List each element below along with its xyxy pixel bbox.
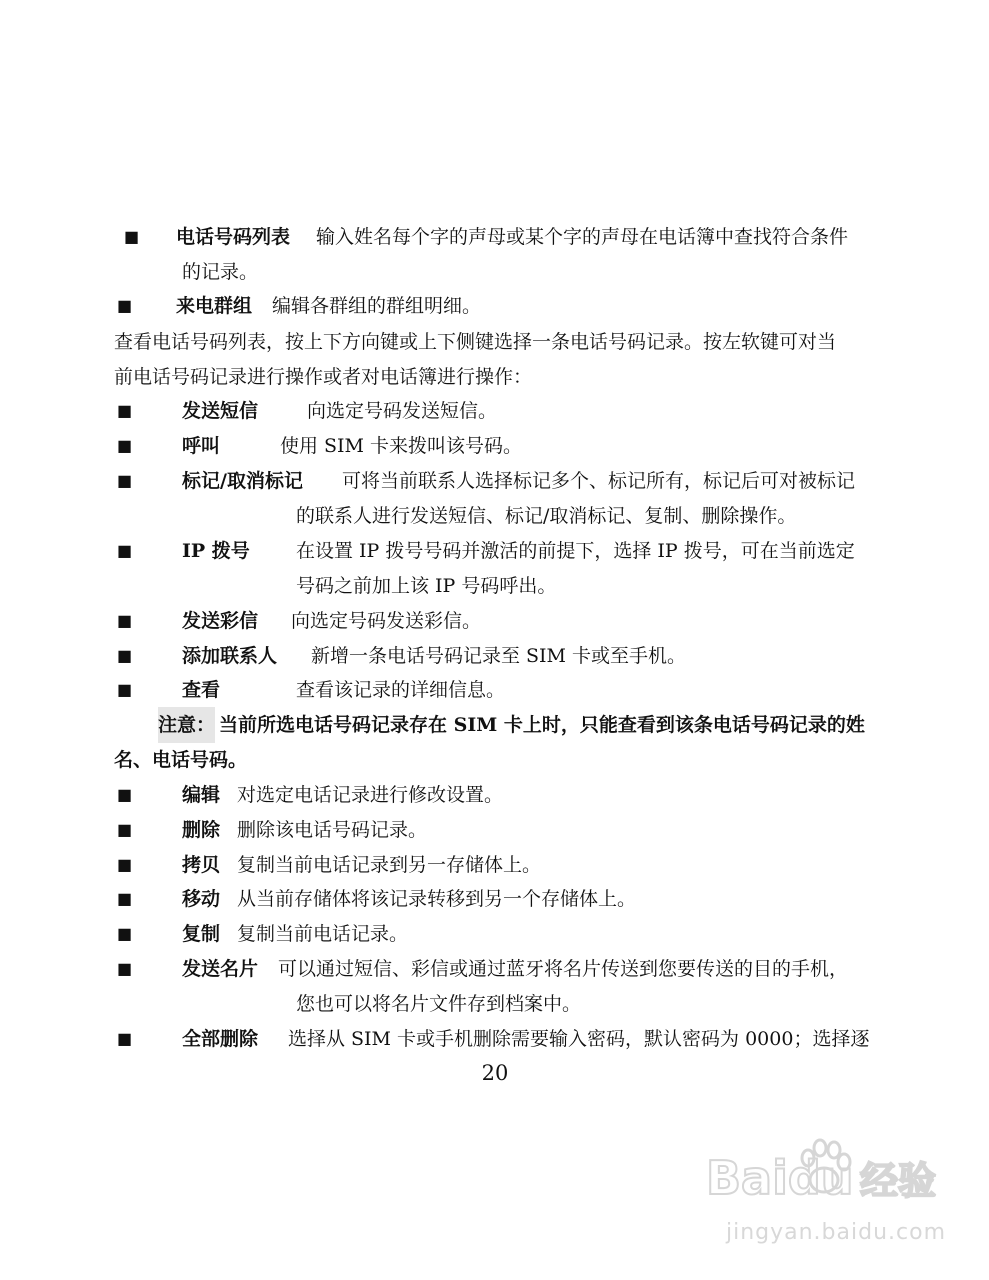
item-term: 复制: [182, 923, 221, 945]
item-term: 添加联系人: [182, 645, 278, 667]
note-line: [0, 742, 989, 778]
list-item: [0, 777, 989, 813]
bullet-icon: ■: [117, 646, 133, 665]
baidu-jingyan-watermark: [700, 1120, 960, 1260]
list-item: [0, 951, 989, 987]
item-desc: 使用 SIM 卡来拨叫该号码。: [280, 435, 523, 457]
item-desc-cont: 的记录。: [182, 261, 259, 283]
bullet-icon: ■: [117, 855, 133, 874]
bullet-icon: ■: [117, 471, 133, 490]
item-desc: 向选定号码发送彩信。: [291, 610, 482, 632]
item-term: 呼叫: [182, 435, 221, 457]
list-item: [0, 603, 989, 639]
list-item: [0, 393, 989, 429]
bullet-icon: ■: [117, 889, 133, 908]
list-item-continuation: [0, 254, 989, 290]
item-term: 发送名片: [182, 958, 259, 980]
bullet-icon: ■: [117, 959, 133, 978]
paragraph-text: 查看电话号码列表，按上下方向键或上下侧键选择一条电话号码记录。按左软键可对当: [114, 331, 837, 353]
item-term: 标记/取消标记: [182, 470, 303, 492]
paragraph-line: [0, 359, 989, 395]
list-item: [0, 812, 989, 848]
baidu-paw-logo-icon: [700, 1120, 960, 1220]
item-term: 移动: [182, 888, 221, 910]
item-desc: 可以通过短信、彩信或通过蓝牙将名片传送到您要传送的目的手机，: [278, 958, 849, 980]
item-desc: 复制当前电话记录。: [237, 923, 409, 945]
item-desc: 复制当前电话记录到另一存储体上。: [237, 854, 542, 876]
item-desc: 删除该电话号码记录。: [237, 819, 428, 841]
list-item: [0, 463, 989, 499]
item-term: 删除: [182, 819, 221, 841]
list-item: [0, 428, 989, 464]
bullet-icon: ■: [117, 541, 133, 560]
list-item: [0, 1021, 989, 1057]
note-line: [0, 707, 989, 743]
item-term: 来电群组: [176, 295, 253, 317]
list-item-continuation: [0, 568, 989, 604]
list-item: [0, 847, 989, 883]
list-item-continuation: [0, 498, 989, 534]
note-text: 名、电话号码。: [114, 749, 248, 771]
list-item: [0, 288, 989, 324]
item-desc: 向选定号码发送短信。: [307, 400, 498, 422]
item-desc: 在设置 IP 拨号号码并激活的前提下，选择 IP 拨号，可在当前选定: [296, 540, 855, 562]
item-term: 电话号码列表: [176, 226, 291, 248]
watermark-url: jingyan.baidu.com: [725, 1220, 947, 1245]
item-desc: 从当前存储体将该记录转移到另一个存储体上。: [237, 888, 637, 910]
watermark-brand-cn: 经验: [860, 1159, 937, 1203]
item-term: 编辑: [182, 784, 221, 806]
list-item: [0, 638, 989, 674]
bullet-icon: ■: [117, 924, 133, 943]
bullet-icon: ■: [117, 401, 133, 420]
item-desc: 编辑各群组的群组明细。: [272, 295, 482, 317]
list-item-continuation: [0, 986, 989, 1022]
bullet-icon: ■: [117, 680, 133, 699]
item-term: 发送短信: [182, 400, 259, 422]
item-term: 发送彩信: [182, 610, 259, 632]
item-desc: 输入姓名每个字的声母或某个字的声母在电话簿中查找符合条件: [316, 226, 849, 248]
bullet-icon: ■: [117, 296, 133, 315]
item-term: 查看: [182, 679, 221, 701]
item-desc: 对选定电话记录进行修改设置。: [237, 784, 504, 806]
item-term: IP 拨号: [182, 540, 250, 562]
bullet-icon: ■: [117, 785, 133, 804]
bullet-icon: ■: [117, 436, 133, 455]
list-item: [0, 672, 989, 708]
bullet-icon: ■: [117, 611, 133, 630]
paragraph-line: [0, 324, 989, 360]
list-item: [0, 916, 989, 952]
item-desc-cont: 您也可以将名片文件存到档案中。: [296, 993, 582, 1015]
note-text: 当前所选电话号码记录存在 SIM 卡上时，只能查看到该条电话号码记录的姓: [219, 714, 865, 736]
item-desc-cont: 号码之前加上该 IP 号码呼出。: [296, 575, 557, 597]
item-term: 拷贝: [182, 854, 221, 876]
note-label: 注意：: [158, 707, 215, 743]
list-item: [0, 881, 989, 917]
bullet-icon: ■: [117, 1029, 133, 1048]
item-desc: 可将当前联系人选择标记多个、标记所有，标记后可对被标记: [342, 470, 856, 492]
watermark-brand: Baidu: [706, 1151, 854, 1205]
paragraph-text: 前电话号码记录进行操作或者对电话簿进行操作：: [114, 366, 533, 388]
list-item: [0, 219, 989, 255]
item-desc: 查看该记录的详细信息。: [296, 679, 506, 701]
bullet-icon: ■: [117, 820, 133, 839]
item-desc: 选择从 SIM 卡或手机删除需要输入密码，默认密码为 0000；选择逐: [288, 1028, 870, 1050]
item-desc: 新增一条电话号码记录至 SIM 卡或至手机。: [311, 645, 687, 667]
item-term: 全部删除: [182, 1028, 259, 1050]
bullet-icon: ■: [124, 227, 140, 246]
page-number: 20: [481, 1061, 509, 1085]
item-desc-cont: 的联系人进行发送短信、标记/取消标记、复制、删除操作。: [296, 505, 797, 527]
list-item: [0, 533, 989, 569]
